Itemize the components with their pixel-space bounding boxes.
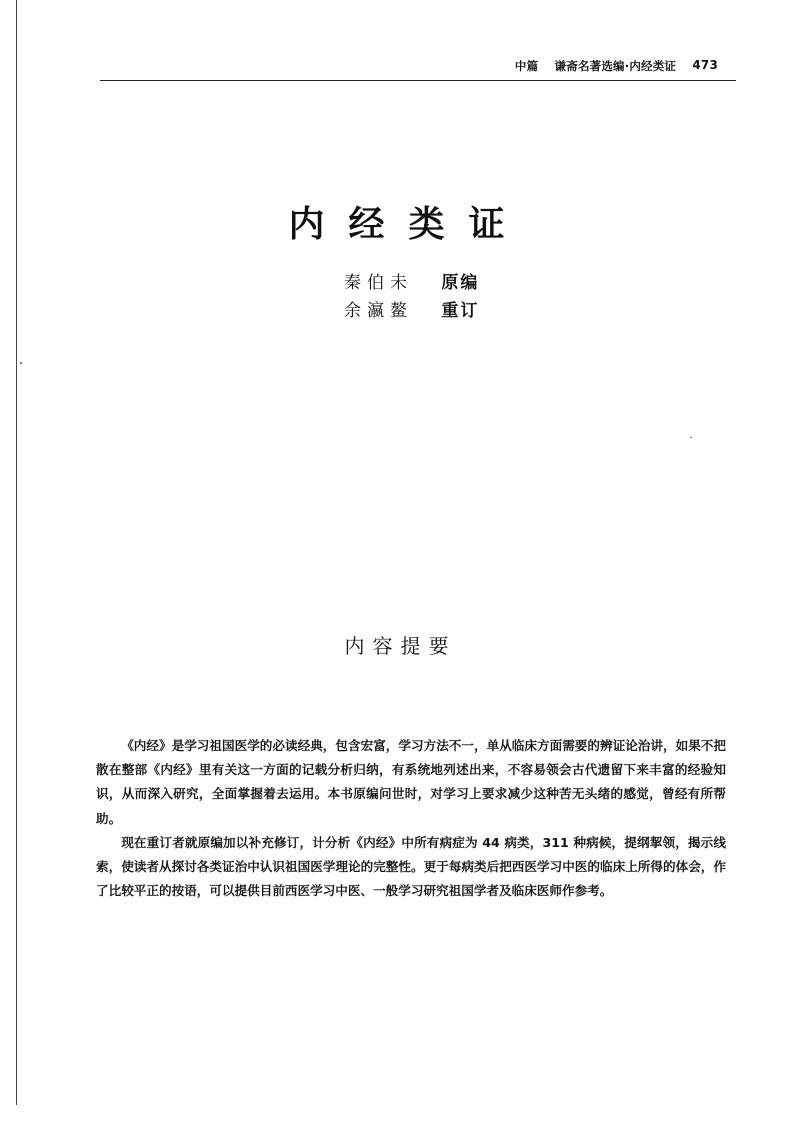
summary-body xyxy=(96,734,726,903)
running-header-part: 中篇 xyxy=(514,59,539,73)
running-header-book-title: 谦斋名著选编·内经类证 xyxy=(554,59,677,73)
summary-paragraph: 《内经》是学习祖国医学的必读经典，包含宏富，学习方法不一，单从临床方面需要的辨证论治讲，如果不把散在整部《内经》里有关这一方面的记载分析归纳，有系统地列述出来，不容易领会古代遗留下来丰富的经验知识，从而深入研究，全面掌握着去运用。本书原编问世时，对学习上要求减少这种苦无头绪的感觉，曾经有所帮助。 xyxy=(96,738,726,826)
credit-role: 原编 xyxy=(441,273,480,293)
page-title: 内经类证 xyxy=(288,203,529,245)
credit-role: 重订 xyxy=(441,301,480,321)
credit-name: 秦伯未 xyxy=(344,273,413,293)
scan-speck xyxy=(20,362,22,364)
section-heading-summary: 内容提要 xyxy=(344,634,457,658)
running-header xyxy=(100,58,736,81)
scan-speck xyxy=(690,437,692,438)
credit-name: 余瀛鳌 xyxy=(344,301,413,321)
credit-line-revising-editor xyxy=(344,300,479,322)
page-number: 473 xyxy=(692,58,718,72)
binding-edge-line xyxy=(16,0,17,1105)
credit-line-original-editor xyxy=(344,272,479,294)
summary-paragraph: 现在重订者就原编加以补充修订，计分析《内经》中所有病症为 44 病类，311 种病候，提纲挈领，揭示线索，使读者从探讨各类证治中认识祖国医学理论的完整性。更于每病类后把西医学习中医的临床上所得的体会，作了比较平正的按语，可以提供目前西医学习中医、一般学习研究祖国学者及临床医师作参考。 xyxy=(96,834,726,899)
